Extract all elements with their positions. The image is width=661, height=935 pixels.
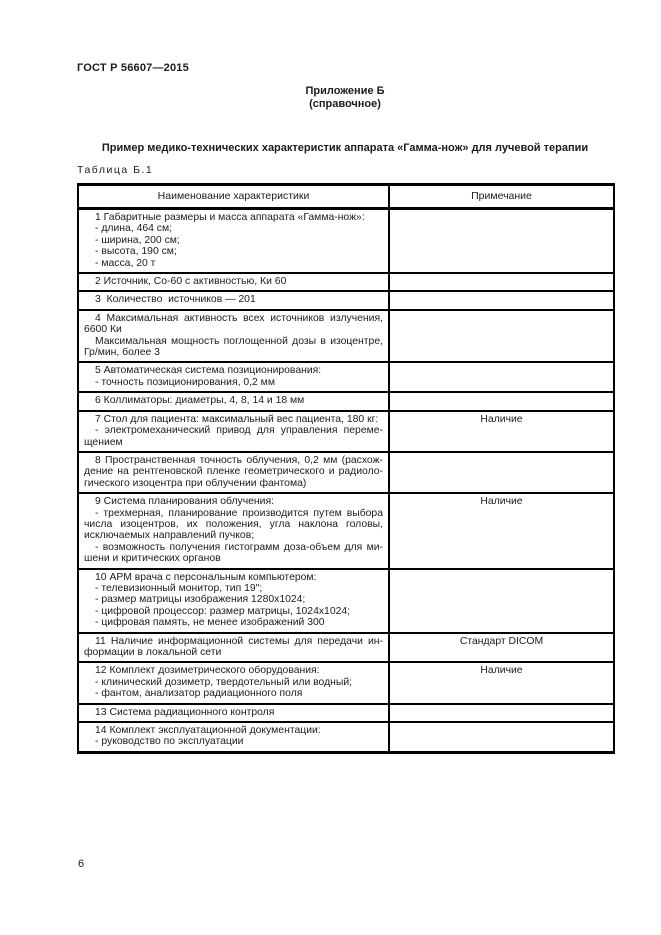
appendix-title: Приложение Б [305, 85, 385, 97]
table-row [78, 493, 614, 568]
characteristic-cell [78, 722, 389, 752]
table-row [78, 273, 614, 291]
note-cell [389, 362, 614, 392]
characteristic-line: - масса, 20 т [95, 257, 156, 269]
characteristic-line: - ширина, 200 см; [95, 234, 180, 246]
note-cell [389, 310, 614, 363]
characteristic-cell [78, 362, 389, 392]
table-row [78, 633, 614, 663]
table-row [78, 291, 614, 309]
characteristic-cell [78, 291, 389, 309]
characteristic-cell [78, 633, 389, 663]
page-number: 6 [78, 858, 85, 870]
note-cell [389, 291, 614, 309]
section-title: Пример медико-технических характеристик аппарата «Гамма-нож» для лучевой терапии [101, 142, 589, 154]
characteristic-line: - руководство по эксплуатации [95, 736, 244, 748]
table-row [78, 411, 614, 452]
characteristic-cell [78, 392, 389, 410]
characteristic-line: - размер матрицы изображения 1280х1024; [95, 594, 306, 606]
note-cell [389, 452, 614, 493]
characteristic-line: гического изоцентра при облучении фантома) [84, 477, 307, 489]
appendix-subtitle: (справочное) [309, 98, 381, 110]
note-cell [389, 209, 614, 274]
note-cell: Наличие [389, 662, 614, 703]
characteristic-cell [78, 662, 389, 703]
table-row [78, 569, 614, 633]
characteristic-line: 4 Максимальная активность всех источников излучения, [95, 312, 383, 324]
characteristic-line: 6600 Ки [84, 324, 122, 336]
characteristic-line: - клинический дозиметр, твердотельный или водный; [95, 676, 353, 688]
characteristic-line: Гр/мин, более 3 [84, 347, 160, 359]
characteristic-cell [78, 273, 389, 291]
characteristic-cell [78, 310, 389, 363]
characteristic-line: - электромеханический привод для управления переме- [95, 425, 383, 437]
characteristic-line: - высота, 190 см; [95, 246, 177, 258]
characteristic-line: 6 Коллиматоры: диаметры, 4, 8, 14 и 18 мм [95, 395, 305, 407]
characteristic-line: - цифровая память, не менее изображений 300 [95, 617, 325, 629]
characteristic-line: 2 Источник, Со-60 с активностью, Ки 60 [95, 276, 287, 288]
characteristic-line: - телевизионный монитор, тип 19"; [95, 582, 263, 594]
table-row [78, 209, 614, 274]
characteristic-cell [78, 569, 389, 633]
characteristic-line: 9 Система планирования облучения: [95, 496, 274, 508]
characteristic-line: числа изоцентров, их положения, угла наклона головы, [84, 518, 383, 530]
table-row [78, 362, 614, 392]
table-row [78, 722, 614, 752]
characteristic-cell [78, 704, 389, 722]
characteristic-cell [78, 209, 389, 274]
characteristic-line: - длина, 464 см; [95, 223, 173, 235]
doc-number: ГОСТ Р 56607—2015 [77, 62, 189, 74]
characteristic-cell [78, 411, 389, 452]
characteristic-line: исключаемых направлений пучков; [84, 530, 255, 542]
characteristic-cell [78, 452, 389, 493]
characteristic-line: - точность позиционирования, 0,2 мм [95, 376, 275, 388]
characteristic-cell [78, 493, 389, 568]
note-cell [389, 273, 614, 291]
characteristic-line: 12 Комплект дозиметрического оборудования: [95, 665, 320, 677]
characteristic-line: 14 Комплект эксплуатационной документации: [95, 725, 321, 737]
characteristic-line: 7 Стол для пациента: максимальный вес пациента, 180 кг: [95, 413, 379, 425]
characteristic-line: 13 Система радиационного контроля [95, 706, 275, 718]
table-header-row [78, 185, 614, 209]
note-cell: Стандарт DICOM [389, 633, 614, 663]
characteristics-table [77, 183, 615, 754]
characteristic-line: 10 АРМ врача с персональным компьютером: [95, 571, 317, 583]
characteristic-line: шени и критических органов [84, 553, 221, 565]
characteristic-line: 3 Количество источников — 201 [95, 294, 256, 306]
characteristic-line: - фантом, анализатор радиационного поля [95, 688, 303, 700]
table-row [78, 452, 614, 493]
note-cell: Наличие [389, 411, 614, 452]
characteristic-line: - цифровой процессор: размер матрицы, 1024х1024; [95, 605, 351, 617]
note-cell [389, 704, 614, 722]
table-row [78, 662, 614, 703]
characteristic-line: 11 Наличие информационной системы для передачи ин- [95, 635, 383, 647]
table-row [78, 704, 614, 722]
table-label: Таблица Б.1 [77, 164, 154, 176]
characteristic-line: 8 Пространственная точность облучения, 0,2 мм (расхож- [95, 454, 383, 466]
characteristic-line: щением [84, 436, 123, 448]
table-row [78, 310, 614, 363]
characteristic-line: - трехмерная, планирование производится путем выбора [95, 507, 383, 519]
note-cell: Наличие [389, 493, 614, 568]
characteristic-line: 1 Габаритные размеры и масса аппарата «Гамма-нож»: [95, 212, 365, 223]
characteristic-line: Максимальная мощность поглощенной дозы в изоцентре, [95, 335, 383, 347]
characteristic-line: 5 Автоматическая система позиционирования: [95, 365, 322, 377]
characteristic-line: дение на рентгеновской пленке геометрического и радиоло- [84, 466, 383, 478]
characteristic-line: - возможность получения гистограмм доза-объем для ми- [95, 541, 383, 553]
column-header-note: Примечание [389, 185, 614, 209]
note-cell [389, 569, 614, 633]
appendix-heading [77, 85, 613, 111]
note-cell [389, 392, 614, 410]
column-header-characteristic: Наименование характеристики [78, 185, 389, 209]
table-row [78, 392, 614, 410]
note-cell [389, 722, 614, 752]
characteristic-line: формации в локальной сети [84, 647, 222, 658]
